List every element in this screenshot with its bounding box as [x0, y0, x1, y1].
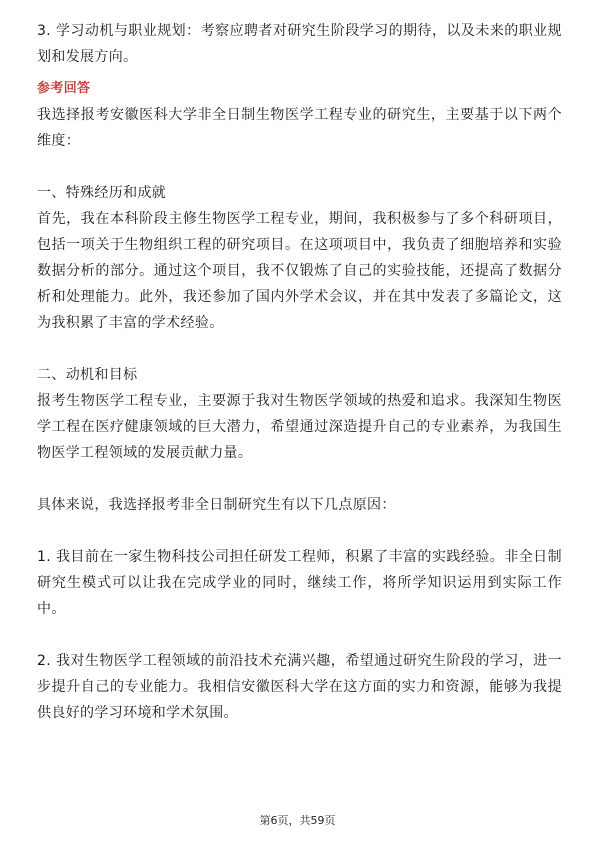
page-content [37, 18, 562, 726]
section-2-body: 报考生物医学工程专业，主要源于我对生物医学领域的热爱和追求。我深知生物医学工程在医疗健康领域的巨大潜力，希望通过深造提升自己的专业素养，为我国生物医学工程领域的发展贡献力量。 [37, 393, 562, 461]
reason-2: 2. 我对生物医学工程领域的前沿技术充满兴趣，希望通过研究生阶段的学习，进一步提升自己的专业能力。我相信安徽医科大学在这方面的实力和资源，能够为我提供良好的学习环境和学术氛围。 [37, 653, 562, 721]
paragraph-gap [37, 622, 562, 648]
section-2-title: 二、动机和目标 [37, 367, 138, 383]
page-number: 第6页，共59页 [259, 814, 336, 827]
reasons-intro: 具体来说，我选择报考非全日制研究生有以下几点原因： [37, 497, 396, 513]
reason-1: 1. 我目前在一家生物科技公司担任研发工程师，积累了丰富的实践经验。非全日制研究生模式可以让我在完成学业的同时，继续工作，将所学知识运用到实际工作中。 [37, 549, 562, 617]
answer-intro: 我选择报考安徽医科大学非全日制生物医学工程专业的研究生，主要基于以下两个维度： [37, 107, 562, 149]
paragraph-gap [37, 336, 562, 362]
question-item-3: 3. 学习动机与职业规划：考察应聘者对研究生阶段学习的期待，以及未来的职业规划和发展方向。 [37, 23, 562, 65]
section-1-body: 首先，我在本科阶段主修生物医学工程专业，期间，我积极参与了多个科研项目，包括一项关于生物组织工程的研究项目。在这项项目中，我负责了细胞培养和实验数据分析的部分。通过这个项目，我不仅锻炼了自己的实验技能，还提高了数据分析和处理能力。此外，我还参加了国内外学术会议，并在其中发表了多篇论文，这为我积累了丰富的学术经验。 [37, 211, 562, 331]
paragraph-gap [37, 518, 562, 544]
section-1-title: 一、特殊经历和成就 [37, 185, 167, 201]
paragraph-gap [37, 154, 562, 180]
answer-heading: 参考回答 [37, 81, 91, 96]
paragraph-gap [37, 466, 562, 492]
